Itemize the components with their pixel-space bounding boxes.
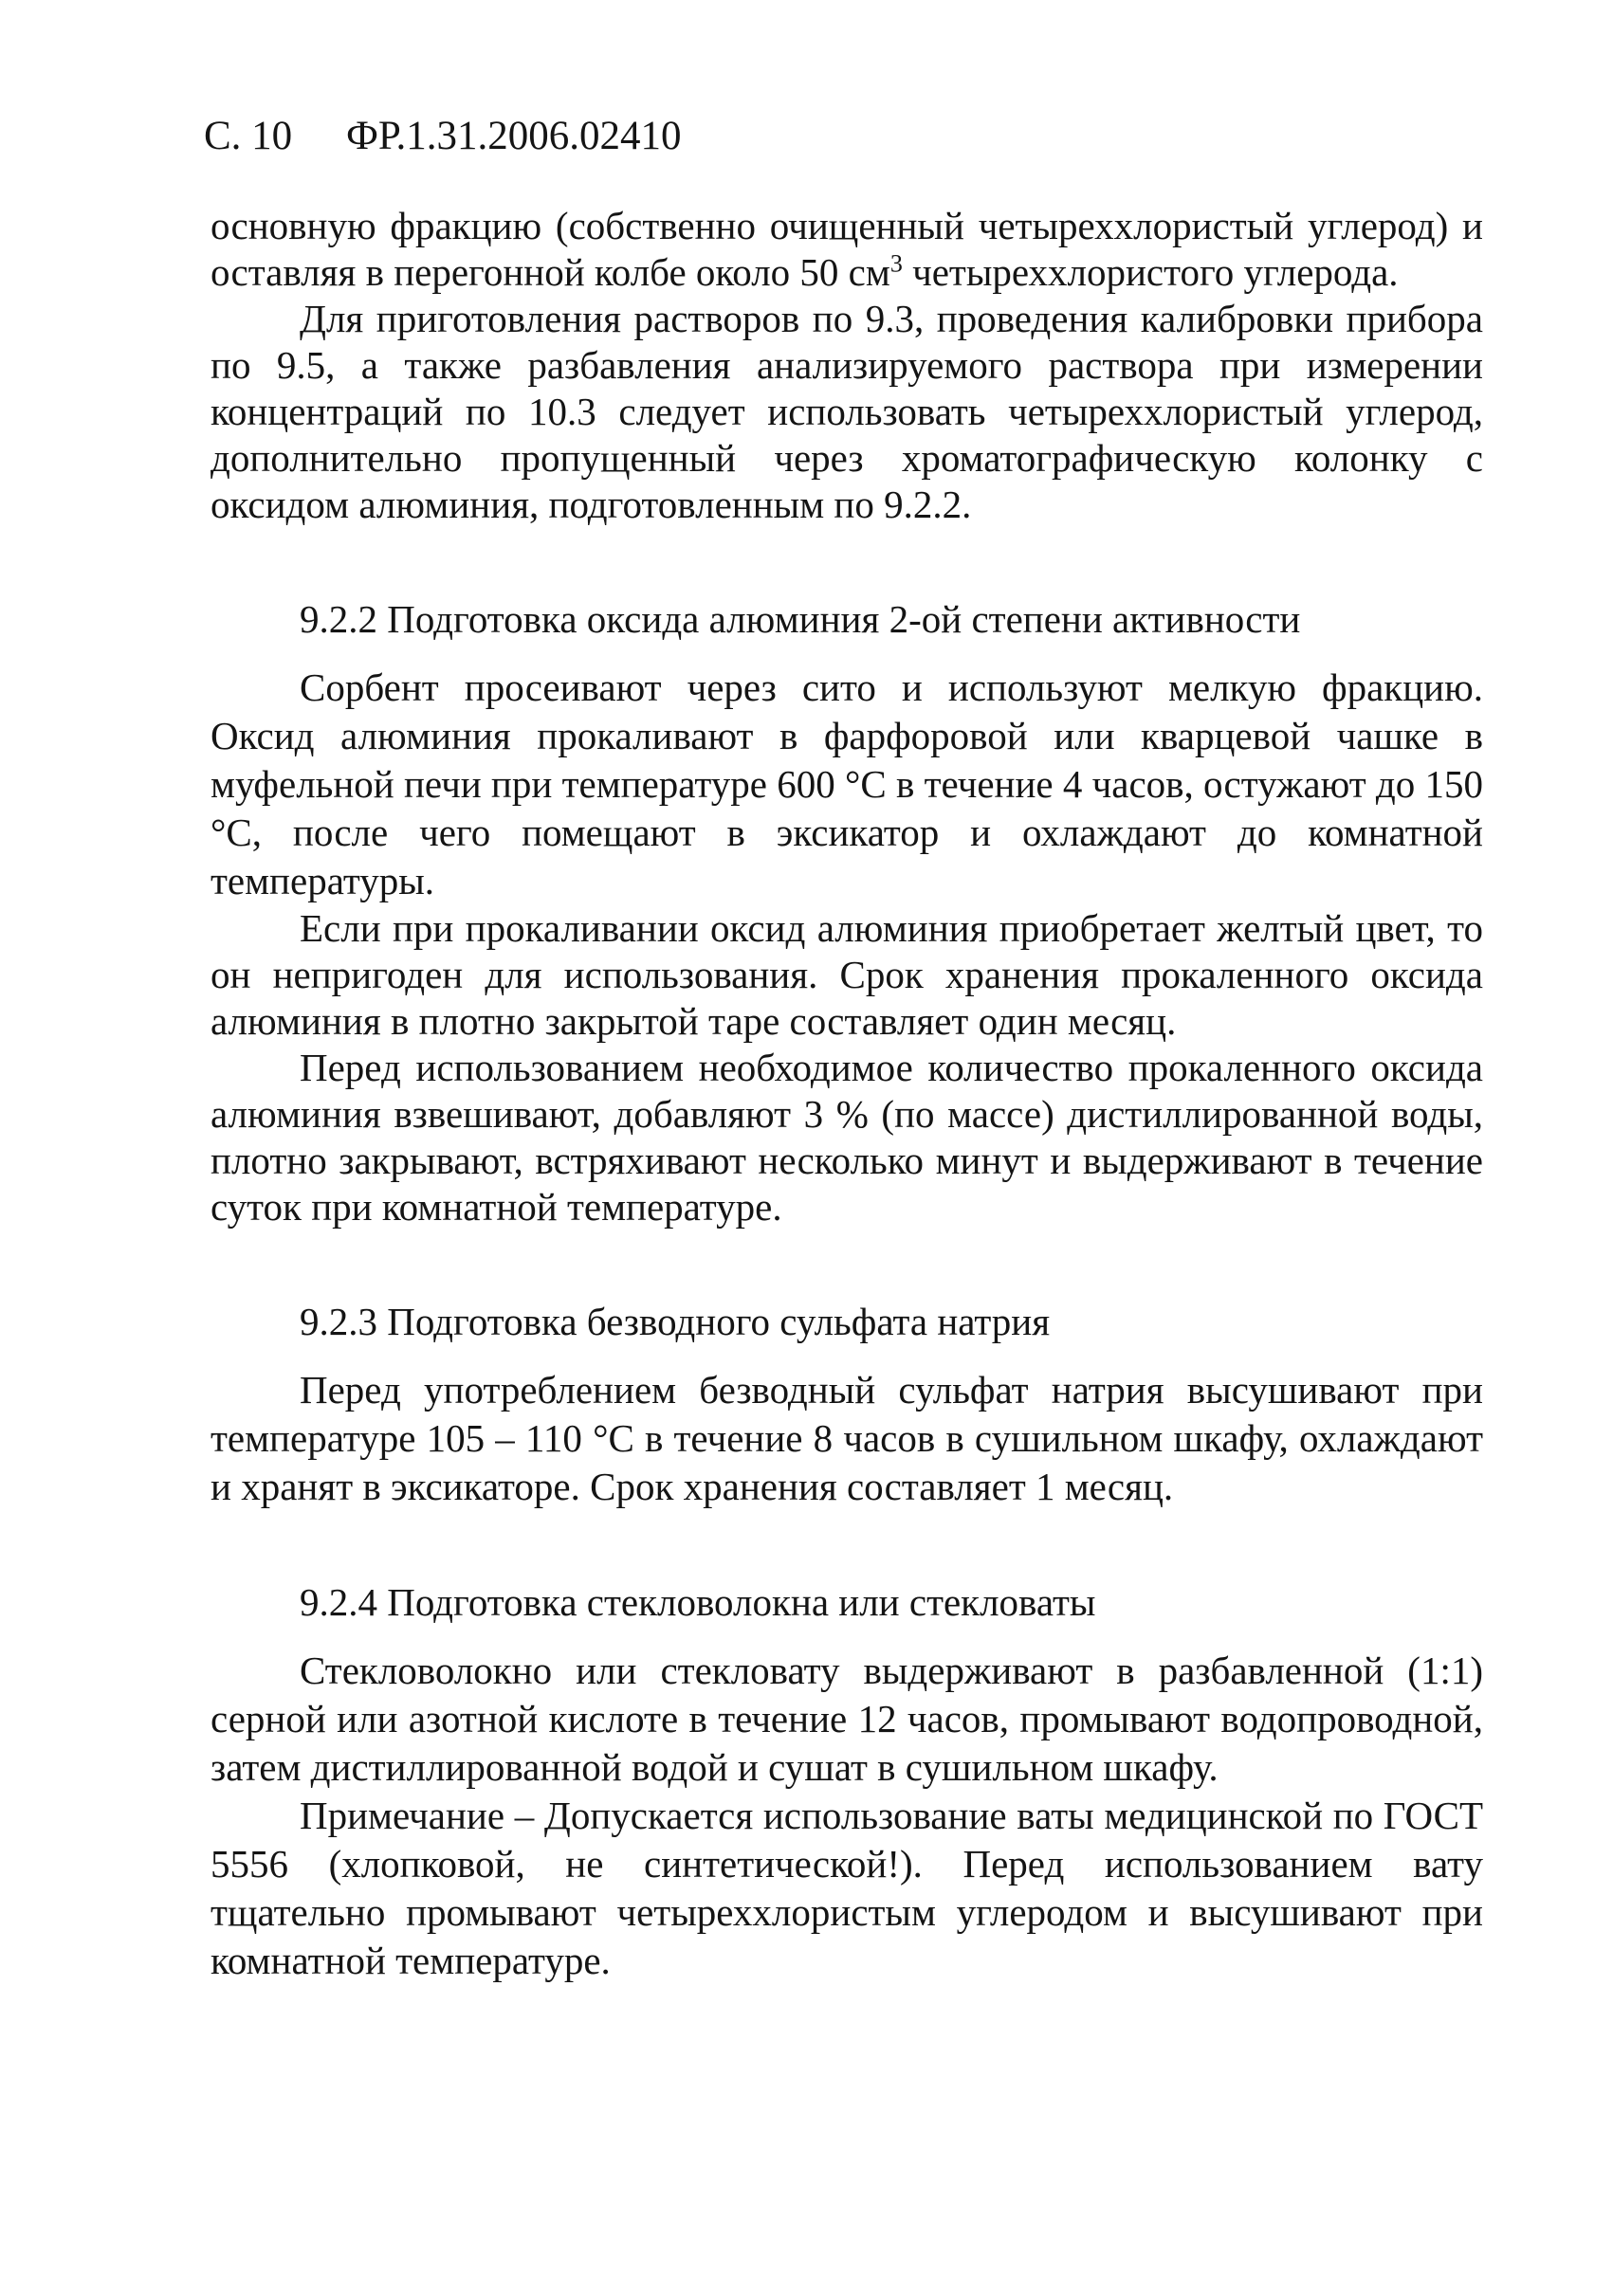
document-code: ФР.1.31.2006.02410: [345, 114, 682, 158]
section-9-2-4-paragraph: Стекловолокно или стекловату выдерживают в разбавленной (1:1) серной или азотной кислоте в течение 12 часов, промывают водопроводной, затем дистиллированной водой и сушат в сушильном шкафу.: [211, 1649, 1483, 1789]
section-9-2-2-paragraph-2: Если при прокаливании оксид алюминия приобретает желтый цвет, то он непригоден для использования. Срок хранения прокаленного оксида алюминия в плотно закрытой таре составляет один месяц.: [211, 906, 1483, 1043]
intro-paragraph: Для приготовления растворов по 9.3, проведения калибровки прибора по 9.5, а также разбавления анализируемого раствора при измерении концентраций по 10.3 следует использовать четыреххлористый углерод, дополнительно пропущенный через хроматографическую колонку с оксидом алюминия, подготовленным по 9.2.2.: [211, 297, 1483, 526]
section-9-2-2-paragraph-3: Перед использованием необходимое количество прокаленного оксида алюминия взвешивают, добавляют 3 % (по массе) дистиллированной воды, плотно закрывают, встряхивают несколько минут и выдерживают в течение суток при комнатной температуре.: [211, 1046, 1483, 1229]
section-9-2-4-note: Примечание – Допускается использование ваты медицинской по ГОСТ 5556 (хлопковой, не синтетической!). Перед использованием вату тщательно промывают четыреххлористым углеродом и высушивают при комнатной температуре.: [211, 1794, 1483, 1982]
intro-continuation-paragraph: [211, 203, 1483, 296]
page-header: [204, 112, 681, 161]
section-heading-9-2-4: 9.2.4 Подготовка стекловолокна или стекловаты: [300, 1580, 1096, 1624]
cubic-superscript: 3: [889, 249, 903, 278]
section-9-2-3-paragraph: Перед употреблением безводный сульфат натрия высушивают при температуре 105 – 110 °С в течение 8 часов в сушильном шкафу, охлаждают и хранят в эксикаторе. Срок хранения составляет 1 месяц.: [211, 1368, 1483, 1508]
intro-p1-tail: четыреххлористого углерода.: [902, 250, 1399, 294]
document-body: [211, 203, 1483, 1985]
intro-p1-text: основную фракцию (собственно очищенный четыреххлористый углерод) и оставляя в перегонной колбе около 50 см: [211, 204, 1483, 294]
page-number: С. 10: [204, 114, 293, 158]
section-heading-9-2-3: 9.2.3 Подготовка безводного сульфата натрия: [300, 1300, 1051, 1343]
section-heading-9-2-2: 9.2.2 Подготовка оксида алюминия 2-ой степени активности: [300, 597, 1301, 641]
section-9-2-2-paragraph-1: Сорбент просеивают через сито и используют мелкую фракцию. Оксид алюминия прокаливают в фарфоровой или кварцевой чашке в муфельной печи при температуре 600 °С в течение 4 часов, остужают до 150 °С, после чего помещают в эксикатор и охлаждают до комнатной температуры.: [211, 665, 1483, 902]
